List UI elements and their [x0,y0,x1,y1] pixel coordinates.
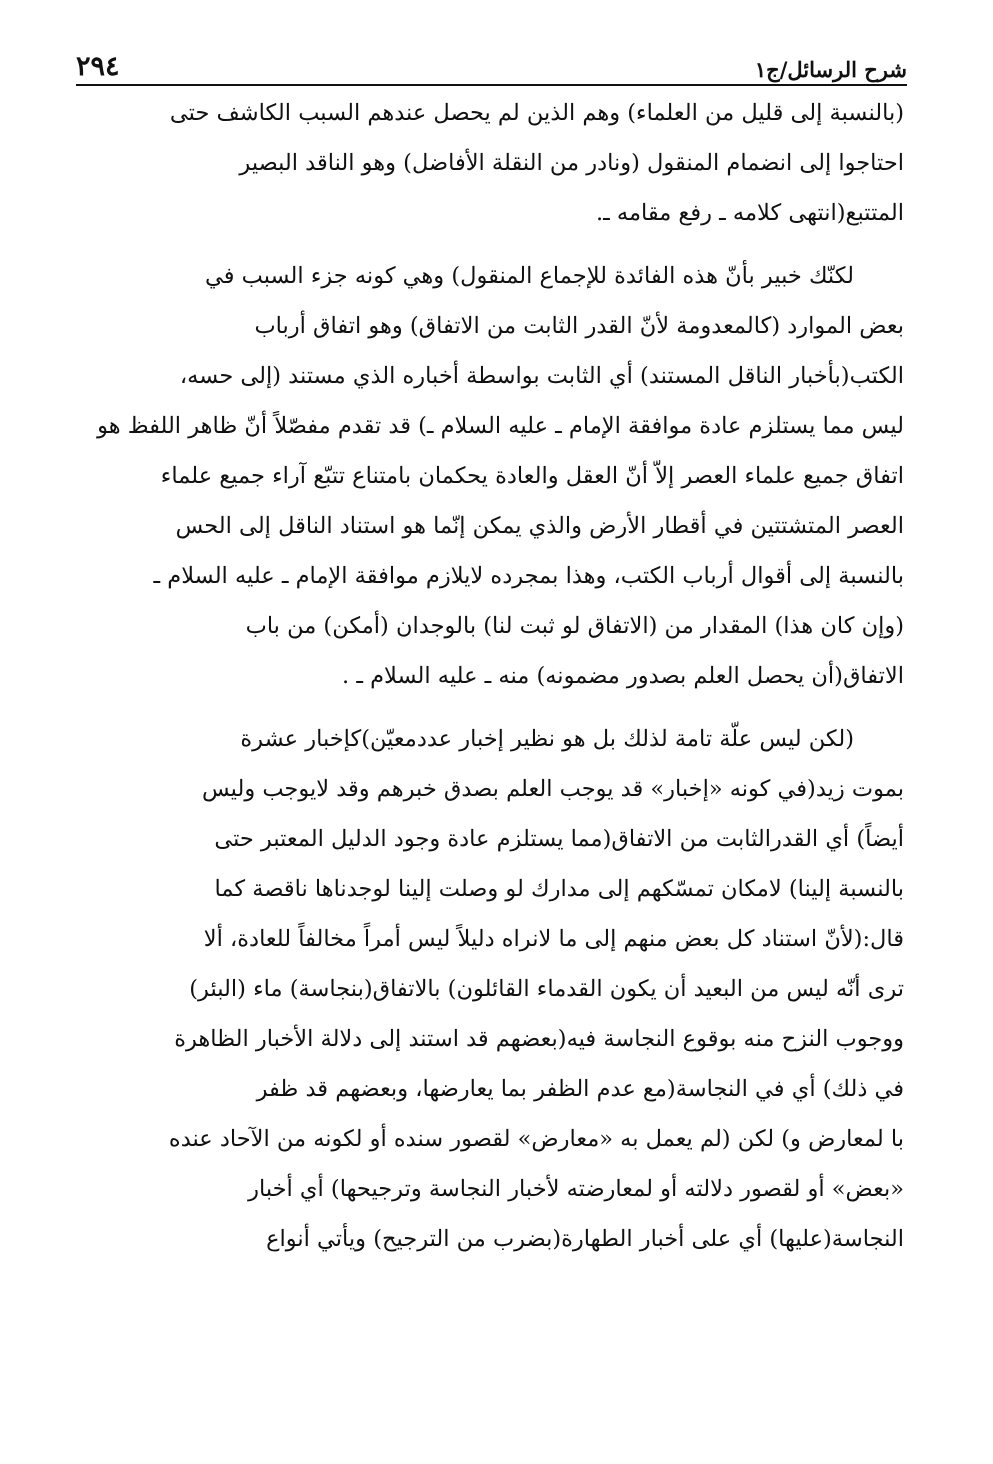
text-line: ترى أنّه ليس من البعيد أن يكون القدماء القائلون) بالاتفاق(بنجاسة) ماء (البئر) [189,976,904,1002]
text-line: النجاسة(عليها) أي على أخبار الطهارة(بضرب من الترجيح) ويأتي أنواع [266,1226,904,1252]
text-line: لكنّك خبير بأنّ هذه الفائدة للإجماع المنقول) وهي كونه جزء السبب في [204,263,854,289]
text-line: بالنسبة إلينا) لامكان تمسّكهم إلى مدارك لو وصلت إلينا لوجدناها ناقصة كما [214,876,904,902]
text-line: (لكن ليس علّة تامة لذلك بل هو نظير إخبار عددمعيّن)كإخبار عشرة [240,726,854,752]
text-line: أيضاً) أي القدرالثابت من الاتفاق(مما يستلزم عادة وجود الدليل المعتبر حتى [214,826,904,852]
text-line: الكتب(بأخبار الناقل المستند) أي الثابت بواسطة أخباره الذي مستند (إلى حسه، [179,363,904,389]
running-title: شرح الرسائل/ج١ [754,57,907,82]
page-number: ٢٩٤ [76,51,120,82]
text-line: الاتفاق(أن يحصل العلم بصدور مضمونه) منه ـ عليه السلام ـ . [342,663,904,689]
document-body [80,88,904,1264]
text-line: العصر المتشتتين في أقطار الأرض والذي يمكن إنّما هو استناد الناقل إلى الحس [175,513,904,539]
text-line: اتفاق جميع علماء العصر إلاّ أنّ العقل والعادة يحكمان بامتناع تتبّع آراء جميع علماء [160,463,904,489]
paragraph-2 [80,251,904,701]
text-line: با لمعارض و) لكن (لم يعمل به «معارض» لقصور سنده أو لكونه من الآحاد عنده [168,1126,904,1152]
text-line: قال:(لأنّ استناد كل بعض منهم إلى ما لانراه دليلاً ليس أمراً مخالفاً للعادة، ألا [203,926,904,952]
text-line: ليس مما يستلزم عادة موافقة الإمام ـ عليه السلام ـ) قد تقدم مفصّلاً أنّ ظاهر اللفظ هو [97,413,904,439]
text-line: في ذلك) أي في النجاسة(مع عدم الظفر بما يعارضها، وبعضهم قد ظفر [256,1076,904,1102]
text-line: بعض الموارد (كالمعدومة لأنّ القدر الثابت من الاتفاق) وهو اتفاق أرباب [254,313,904,339]
text-line: بالنسبة إلى أقوال أرباب الكتب، وهذا بمجرده لايلازم موافقة الإمام ـ عليه السلام ـ [153,563,904,589]
paragraph-3 [80,714,904,1264]
text-line: (وإن كان هذا) المقدار من (الاتفاق لو ثبت لنا) بالوجدان (أمكن) من باب [245,613,904,639]
text-line: (بالنسبة إلى قليل من العلماء) وهم الذين لم يحصل عندهم السبب الكاشف حتى [169,100,904,126]
paragraph-1 [80,88,904,238]
text-line: بموت زيد(في كونه «إخبار» قد يوجب العلم بصدق خبرهم وقد لايوجب وليس [201,776,904,802]
text-line: ووجوب النزح منه بوقوع النجاسة فيه(بعضهم قد استند إلى دلالة الأخبار الظاهرة [174,1026,904,1052]
header-divider [76,84,907,86]
text-line: المتتبع(انتهى كلامه ـ رفع مقامه ـ. [595,200,904,226]
text-line: احتاجوا إلى انضمام المنقول (ونادر من النقلة الأفاضل) وهو الناقد البصير [239,150,904,176]
text-line: «بعض» أو لقصور دلالته أو لمعارضته لأخبار النجاسة وترجيحها) أي أخبار [248,1176,904,1202]
page-header [76,34,907,82]
